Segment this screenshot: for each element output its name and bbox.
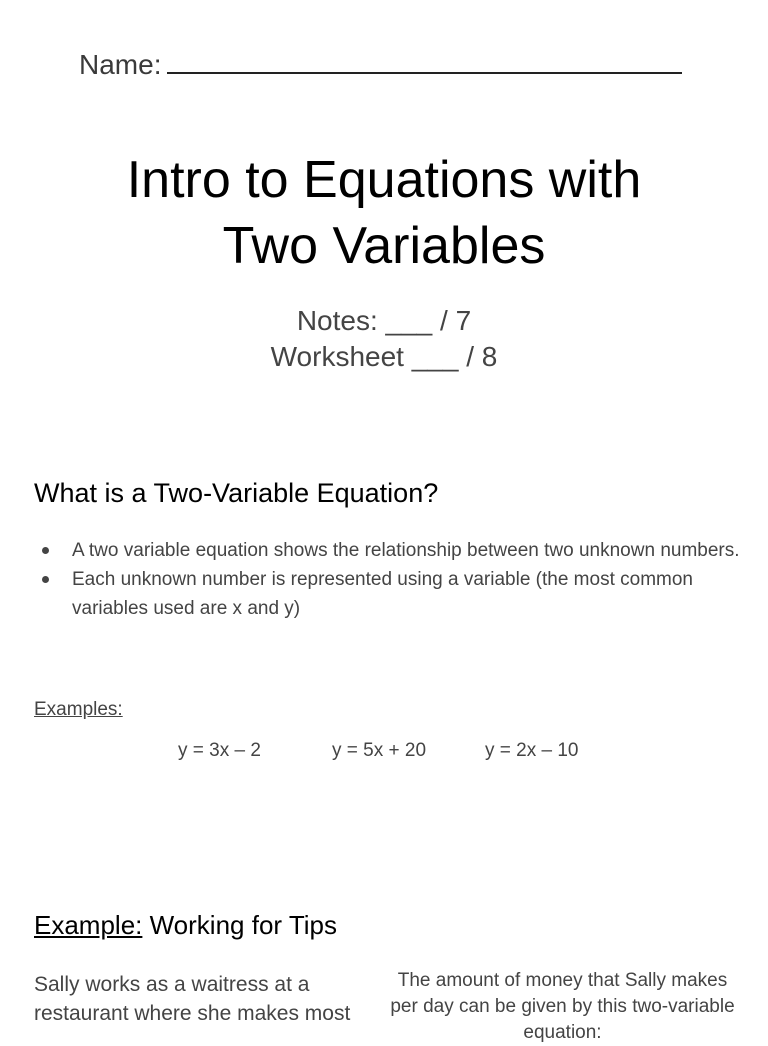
example-equation-2: y = 5x + 20 (332, 740, 427, 761)
example-scenario-text: Sally works as a waitress at a restaurant where she makes most (34, 973, 351, 1025)
example-equation-3: y = 2x – 10 (485, 740, 579, 761)
section-heading: What is a Two-Variable Equation? (34, 478, 439, 508)
name-field[interactable] (79, 46, 682, 81)
list-item-text: A two variable equation shows the relationship between two unknown numbers. (72, 540, 740, 561)
bullet-icon (42, 547, 49, 554)
score-block (0, 303, 768, 375)
example-heading (34, 910, 337, 941)
list-item-text: Each unknown number is represented using a variable (the most common variables used are x and y) (72, 569, 693, 619)
list-item (34, 565, 744, 623)
name-label: Name: (79, 49, 162, 80)
example-heading-title: Working for Tips (142, 910, 337, 940)
example-equation-description: The amount of money that Sally makes per day can be given by this two-variable equation: (390, 970, 735, 1043)
worksheet-score: Worksheet ___ / 8 (270, 341, 498, 372)
bullet-icon (42, 576, 49, 583)
example-equation-1: y = 3x – 2 (178, 740, 261, 761)
definition-list (34, 536, 744, 623)
title-line-2: Two Variables (222, 217, 546, 275)
examples-label: Examples: (34, 699, 123, 720)
list-item (34, 536, 744, 565)
example-heading-label: Example: (34, 910, 143, 940)
name-blank-line[interactable] (167, 46, 682, 74)
title-line-1: Intro to Equations with (126, 151, 642, 209)
document-title (0, 147, 768, 279)
notes-score: Notes: ___ / 7 (296, 305, 472, 336)
